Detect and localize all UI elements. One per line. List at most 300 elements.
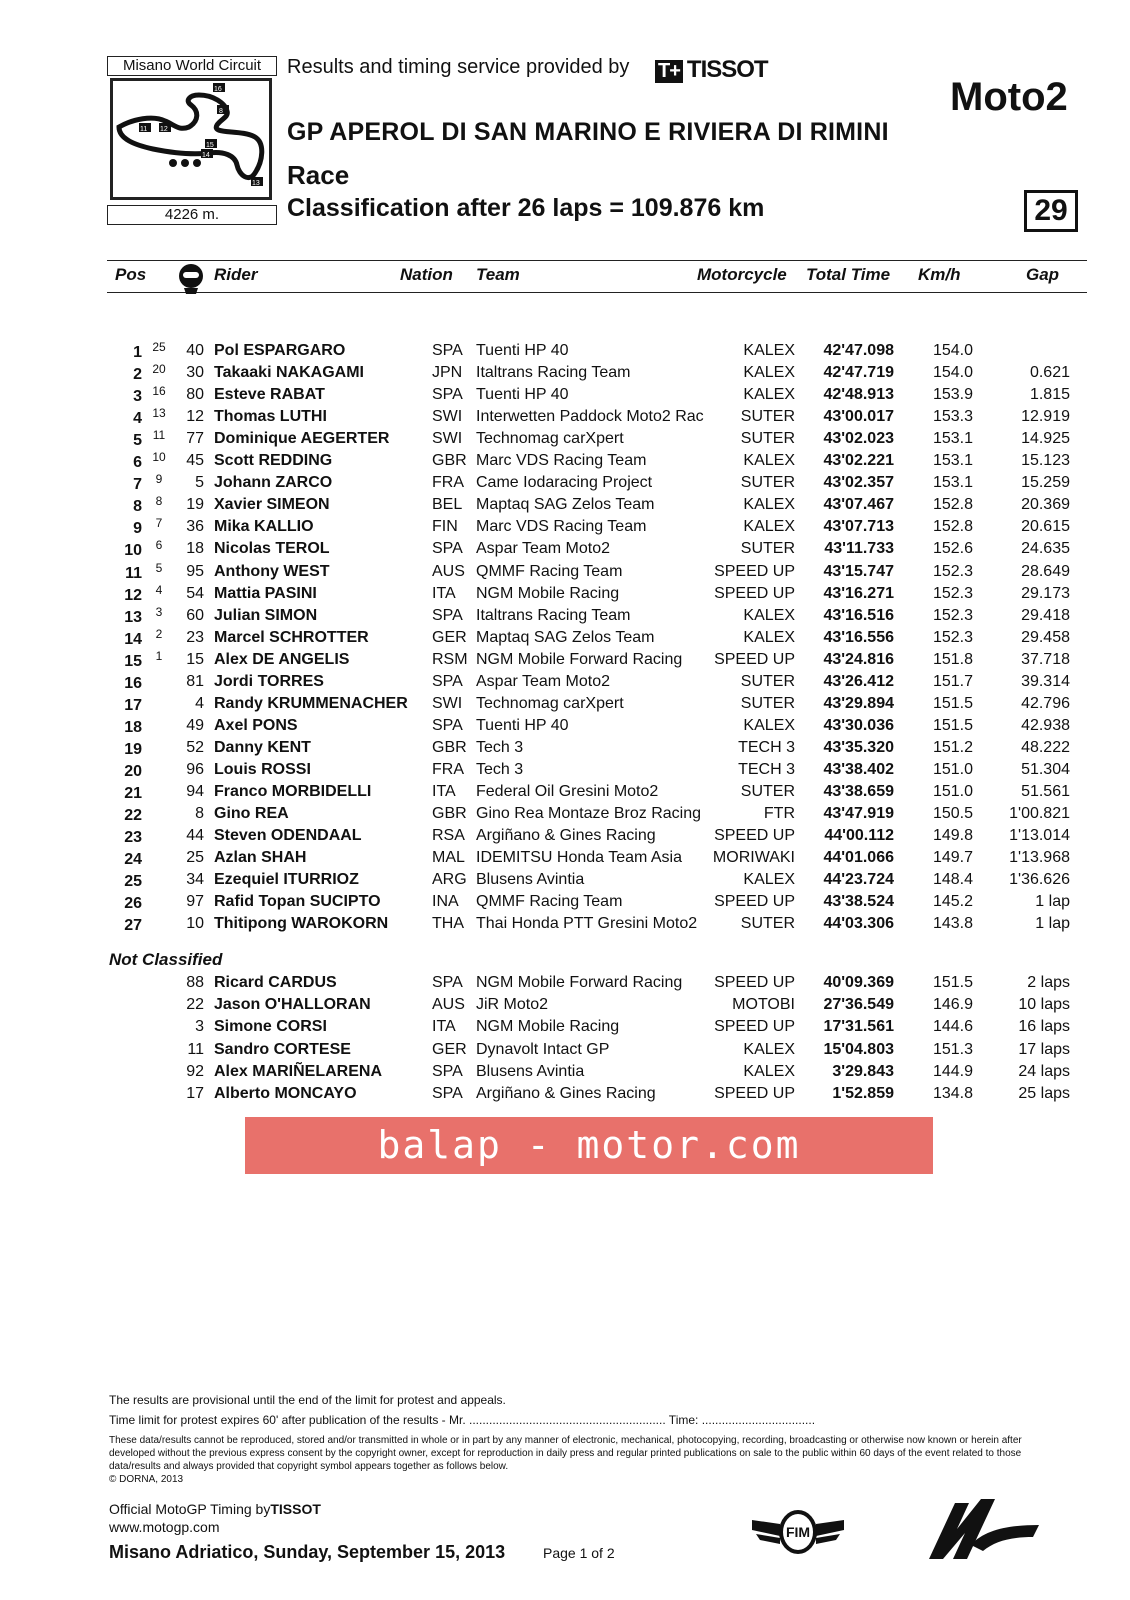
gap: 48.222 [1021,738,1070,756]
nation: BEL [432,496,463,514]
position: 21 [124,785,142,802]
speed-kmh: 134.8 [932,1085,973,1102]
team-name: Tuenti HP 40 [476,342,569,359]
classification-title: Classification after 26 laps = 109.876 km [287,194,765,222]
team-name: Maptaq SAG Zelos Team [476,496,655,514]
rider-name: Thitipong WAROKORN [214,915,389,933]
table-row [0,737,1130,759]
rider-name: Alex MARIÑELARENA [214,1062,383,1080]
motorcycle: SUTER [740,783,795,800]
rider-name: Randy KRUMMENACHER [214,694,408,712]
rider-name: Xavier SIMEON [214,496,330,514]
turn-label: 15 [206,142,214,149]
motogp-logo [925,1495,1043,1561]
speed-kmh: 153.1 [932,474,973,492]
team-name: Tuenti HP 40 [476,386,569,404]
total-time: 43'07.467 [823,496,894,514]
gap: 16 laps [1018,1018,1070,1036]
team-name: Blusens Avintia [476,871,585,889]
column-header-nation: Nation [400,265,453,284]
motorcycle: KALEX [743,1040,795,1058]
rider-name: Anthony WEST [214,562,330,580]
rider-number: 94 [186,783,204,800]
nation: SPA [432,1085,463,1102]
team-name: Maptaq SAG Zelos Team [476,628,655,646]
speed-kmh: 152.3 [932,628,973,646]
table-row [0,516,1130,538]
rider-number: 34 [186,871,204,889]
total-time: 43'30.036 [823,716,894,734]
gap: 51.561 [1021,783,1070,800]
gap: 20.369 [1021,496,1070,514]
motorcycle: KALEX [743,452,795,470]
motorcycle: TECH 3 [738,760,795,778]
table-row [0,384,1130,406]
team-name: Came Iodaracing Project [476,474,653,492]
motorcycle: KALEX [743,518,795,536]
nation: THA [432,915,464,933]
speed-kmh: 144.6 [932,1018,973,1036]
nation: SWI [432,430,463,448]
nation: SWI [432,408,463,426]
position: 18 [124,718,142,736]
nation: FIN [432,518,458,536]
nation: GBR [432,805,467,823]
team-name: NGM Mobile Forward Racing [476,650,683,668]
team-name: Argiñano & Gines Racing [476,1085,656,1102]
gap: 24 laps [1018,1062,1070,1080]
points: 20 [152,362,166,377]
legal-text: These data/results cannot be reproduced, stored and/or transmitted in whole or in part by any manner of electronic, mechanical, photocopying, recording, broadcasting or otherwise now known or herein after developed without the previous express consent by the copyright owner, except for reproduction in daily press and regular printed publications on sale to the public within 60 days of the event related to those data/results and always provided that copyright symbol appears together as follows below. [109,1435,1022,1472]
team-name: Argiñano & Gines Racing [476,827,656,845]
turn-label: 14 [202,152,210,159]
motorcycle: SUTER [740,540,795,558]
nation: SPA [432,606,463,624]
rider-name: Ezequiel ITURRIOZ [214,871,359,889]
rider-number: 95 [186,562,204,580]
speed-kmh: 148.4 [932,871,973,889]
rider-number: 12 [186,408,204,426]
motorcycle: SPEED UP [714,650,795,668]
nation: AUS [432,996,465,1014]
motorcycle: SPEED UP [714,974,795,991]
total-time: 44'03.306 [823,915,894,933]
class-title: Moto2 [950,75,1068,119]
rider-number: 10 [186,915,204,933]
motorcycle: SUTER [740,694,795,712]
points: 13 [152,406,166,421]
rider-name: Scott REDDING [214,452,333,470]
speed-kmh: 146.9 [932,996,973,1014]
watermark-banner: balap - motor.com [245,1117,933,1174]
turn-label: 16 [214,86,222,93]
motorcycle: KALEX [743,1062,795,1080]
rider-number: 81 [186,672,204,690]
rider-name: Dominique AEGERTER [214,430,390,448]
rider-name: Ricard CARDUS [214,974,337,991]
motorcycle: SPEED UP [714,827,795,845]
nation: GBR [432,738,467,756]
speed-kmh: 151.8 [932,650,973,668]
rider-number: 8 [195,805,204,823]
rider-name: Jason O'HALLORAN [214,996,371,1014]
speed-kmh: 152.8 [932,518,973,536]
team-name: Technomag carXpert [476,694,624,712]
nation: ITA [432,783,456,800]
nation: RSA [432,827,465,845]
gap: 10 laps [1018,996,1070,1014]
nation: JPN [432,364,463,382]
website-url: www.motogp.com [109,1519,220,1535]
points: 3 [155,604,163,619]
total-time: 43'35.320 [823,738,894,756]
team-name: NGM Mobile Forward Racing [476,974,683,991]
motorcycle: FTR [763,805,795,823]
total-time: 43'38.659 [823,783,894,800]
rider-name: Pol ESPARGARO [214,342,346,359]
rider-name: Alberto MONCAYO [214,1085,357,1102]
gap: 29.458 [1021,628,1070,646]
rider-name: Mika KALLIO [214,518,314,536]
team-name: Marc VDS Racing Team [476,518,647,536]
nation: SPA [432,716,463,734]
total-time: 43'29.894 [823,694,894,712]
position: 4 [133,410,142,428]
speed-kmh: 153.1 [932,430,973,448]
points: 16 [152,384,166,399]
column-header-kmh: Km/h [918,265,961,284]
rider-name: Louis ROSSI [214,760,311,778]
rider-number: 17 [186,1085,204,1102]
points: 11 [152,428,166,443]
rider-name: Jordi TORRES [214,672,324,690]
team-name: Aspar Team Moto2 [476,540,610,558]
rider-number: 11 [187,1040,204,1058]
nation: RSM [432,650,468,668]
gap: 0.621 [1029,364,1070,382]
nation: SPA [432,386,463,404]
rider-name: Azlan SHAH [214,849,307,867]
rider-number: 25 [186,849,204,867]
table-row [0,759,1130,781]
table-row [0,1016,1130,1038]
table-row [0,847,1130,869]
gap: 1'13.014 [1009,827,1070,845]
speed-kmh: 152.8 [932,496,973,514]
speed-kmh: 152.3 [932,584,973,602]
speed-kmh: 149.8 [932,827,973,845]
position: 23 [124,829,142,847]
team-name: Aspar Team Moto2 [476,672,610,690]
position: 10 [124,542,142,560]
position: 2 [133,366,142,384]
table-row [0,362,1130,384]
total-time: 43'38.524 [823,893,894,911]
turn-label: 12 [160,126,168,133]
table-row [0,994,1130,1016]
official-timing-brand: TISSOT [270,1501,321,1517]
table-row [0,649,1130,671]
not-classified-heading: Not Classified [109,950,223,969]
gap: 2 laps [1027,974,1070,991]
table-row [0,472,1130,494]
position: 6 [133,454,142,472]
team-name: Dynavolt Intact GP [476,1040,610,1058]
team-name: Italtrans Racing Team [476,364,631,382]
motorcycle: SUTER [740,430,795,448]
table-row [0,825,1130,847]
rider-number: 23 [186,628,204,646]
column-header-team: Team [476,265,520,284]
total-time: 27'36.549 [823,996,894,1014]
motorcycle: KALEX [743,871,795,889]
team-name: Interwetten Paddock Moto2 Rac [476,408,704,426]
official-timing-text: Official MotoGP Timing by [109,1501,271,1517]
gap: 29.173 [1021,584,1070,602]
points: 5 [155,560,163,575]
team-name: IDEMITSU Honda Team Asia [476,849,683,867]
total-time: 43'47.919 [823,805,894,823]
rider-number: 22 [186,996,204,1014]
motorcycle: KALEX [743,342,795,359]
gap: 29.418 [1021,606,1070,624]
nation: ARG [432,871,467,889]
motorcycle: SPEED UP [714,1085,795,1102]
session-title: Race [287,160,350,190]
nation: GBR [432,452,467,470]
speed-kmh: 151.5 [932,716,973,734]
rider-number: 45 [186,452,204,470]
rider-name: Sandro CORTESE [214,1040,351,1058]
team-name: Blusens Avintia [476,1062,585,1080]
speed-kmh: 153.3 [932,408,973,426]
speed-kmh: 151.2 [932,738,973,756]
table-row [0,671,1130,693]
position: 7 [133,476,142,494]
nation: SPA [432,672,463,690]
rider-name: Takaaki NAKAGAMI [214,364,364,382]
speed-kmh: 153.9 [932,386,973,404]
rider-number: 77 [186,430,204,448]
team-name: Thai Honda PTT Gresini Moto2 [476,915,698,933]
nation: AUS [432,562,465,580]
table-row [0,450,1130,472]
team-name: Technomag carXpert [476,430,624,448]
table-row [0,869,1130,891]
total-time: 44'00.112 [824,827,894,845]
gap: 14.925 [1021,430,1070,448]
speed-kmh: 154.0 [932,342,973,359]
position: 20 [124,762,142,780]
rider-name: Franco MORBIDELLI [214,783,372,800]
rider-number: 44 [186,827,204,845]
total-time: 43'02.221 [823,452,894,470]
provisional-note: The results are provisional until the end of the limit for protest and appeals. [109,1393,506,1407]
total-time: 44'01.066 [823,849,894,867]
total-time: 3'29.843 [832,1062,894,1080]
rider-number: 5 [195,474,204,492]
table-row [0,693,1130,715]
table-row [0,627,1130,649]
position: 1 [133,344,142,361]
total-time: 43'24.816 [823,650,894,668]
motorcycle: SUTER [740,474,795,492]
position: 22 [124,807,142,825]
gap: 1'00.821 [1009,805,1070,823]
rider-name: Esteve RABAT [214,386,325,404]
points: 8 [155,494,163,509]
motorcycle: TECH 3 [738,738,795,756]
motorcycle: KALEX [743,496,795,514]
motorcycle: KALEX [743,386,795,404]
position: 13 [124,608,142,626]
rider-name: Alex DE ANGELIS [214,650,350,668]
nation: ITA [432,1018,456,1036]
gap: 1 lap [1035,893,1070,911]
rider-number: 15 [186,650,204,668]
motorcycle: SUTER [740,408,795,426]
position: 11 [125,564,142,582]
motorcycle: KALEX [743,716,795,734]
position: 14 [124,630,142,648]
nation: GER [432,1040,467,1058]
speed-kmh: 152.3 [932,606,973,624]
rider-name: Nicolas TEROL [214,540,330,558]
team-name: NGM Mobile Racing [476,584,620,602]
speed-kmh: 151.0 [932,783,973,800]
motorcycle: SPEED UP [714,1018,795,1036]
total-time: 17'31.561 [823,1018,894,1036]
points: 9 [155,472,163,487]
turn-label: 13 [252,180,260,187]
nation: SPA [432,974,463,991]
rider-number: 88 [186,974,204,991]
points: 10 [152,450,166,465]
position: 9 [133,520,142,538]
rider-number: 54 [186,584,204,602]
total-time: 43'11.733 [824,540,894,558]
motorcycle: KALEX [743,628,795,646]
rider-number: 30 [186,364,204,382]
speed-kmh: 151.5 [932,694,973,712]
table-row [0,1083,1130,1105]
position: 27 [124,917,142,935]
nation: SPA [432,342,463,359]
total-time: 1'52.859 [832,1085,894,1102]
nation: SWI [432,694,463,712]
rider-name: Mattia PASINI [214,584,317,602]
column-header-pos: Pos [115,265,147,284]
rider-name: Johann ZARCO [214,474,333,492]
position: 26 [124,895,142,913]
nation: ITA [432,584,456,602]
rider-name: Steven ODENDAAL [214,827,362,845]
position: 8 [133,498,142,516]
rider-number: 4 [195,694,204,712]
circuit-length: 4226 m. [107,205,277,225]
speed-kmh: 149.7 [932,849,973,867]
gap: 17 laps [1018,1040,1070,1058]
table-row [0,561,1130,583]
rider-number: 97 [186,893,204,911]
table-row [0,1039,1130,1061]
rider-helmet-icon [172,258,210,296]
rider-name: Simone CORSI [214,1018,327,1036]
motorcycle: KALEX [743,606,795,624]
position: 15 [124,652,142,670]
official-timing [109,1501,321,1517]
position: 24 [124,851,142,869]
header-divider [107,260,1087,261]
team-name: Tech 3 [476,760,524,778]
nation: SPA [432,1062,463,1080]
rider-name: Thomas LUTHI [214,408,327,426]
rider-name: Rafid Topan SUCIPTO [214,893,381,911]
table-row [0,913,1130,935]
position: 25 [124,873,142,891]
gap: 1 lap [1035,915,1070,933]
nation: FRA [432,760,464,778]
gap: 1'13.968 [1009,849,1070,867]
rider-number: 3 [195,1018,204,1036]
nation: FRA [432,474,464,492]
total-time: 43'16.271 [823,584,894,602]
gap: 24.635 [1021,540,1070,558]
total-time: 42'47.098 [823,342,894,359]
total-time: 44'23.724 [823,871,894,889]
team-name: Federal Oil Gresini Moto2 [476,783,659,800]
total-time: 43'07.713 [823,518,894,536]
table-row [0,538,1130,560]
document-number: 29 [1024,190,1078,232]
table-row [0,406,1130,428]
table-row [0,340,1130,362]
position: 5 [133,432,142,450]
column-header-gap: Gap [1026,265,1060,284]
table-row [0,494,1130,516]
gap: 15.123 [1021,452,1070,470]
header-divider [107,292,1087,293]
gap: 28.649 [1021,562,1070,580]
position: 17 [124,696,142,714]
speed-kmh: 152.3 [932,562,973,580]
rider-number: 49 [186,716,204,734]
table-row [0,1061,1130,1083]
timing-provider-text: Results and timing service provided by [287,56,630,78]
total-time: 43'02.357 [823,474,894,492]
table-row [0,715,1130,737]
fim-logo [750,1502,846,1558]
rider-number: 60 [186,606,204,624]
team-name: QMMF Racing Team [476,893,623,911]
page-indicator: Page 1 of 2 [543,1545,615,1561]
motorcycle: KALEX [743,364,795,382]
table-row [0,781,1130,803]
speed-kmh: 151.3 [932,1040,973,1058]
motorcycle: SPEED UP [714,893,795,911]
motorcycle: SPEED UP [714,562,795,580]
gap: 42.796 [1021,694,1070,712]
position: 16 [124,674,142,692]
table-row [0,583,1130,605]
table-row [0,803,1130,825]
circuit-name: Misano World Circuit [107,56,277,76]
position: 19 [124,740,142,758]
gap: 51.304 [1021,760,1070,778]
nation: GER [432,628,467,646]
rider-number: 92 [186,1062,204,1080]
motorcycle: MORIWAKI [712,849,795,867]
